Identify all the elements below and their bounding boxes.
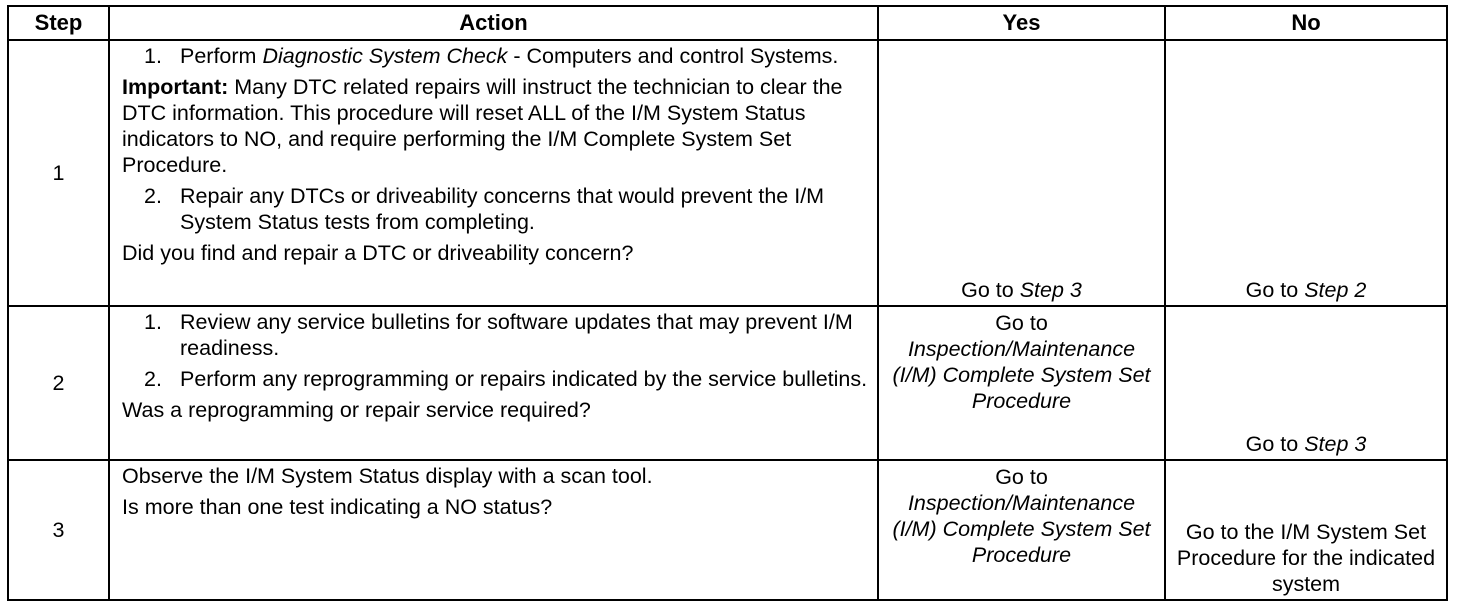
list-item xyxy=(122,309,869,361)
diagnostic-table xyxy=(7,5,1448,601)
no-step-link[interactable]: Step 3 xyxy=(1304,432,1367,456)
table-row xyxy=(8,460,1447,600)
item-number: 1. xyxy=(144,44,162,68)
header-action: Action xyxy=(109,6,878,40)
step-question: Is more than one test indicating a NO status? xyxy=(122,495,553,519)
list-item xyxy=(122,43,869,69)
step-instruction: Observe the I/M System Status display with a scan tool. xyxy=(122,464,653,488)
step-number: 3 xyxy=(8,460,109,600)
action-cell xyxy=(109,40,878,306)
no-text: Go to the I/M System Set Procedure for the indicated system xyxy=(1176,520,1436,596)
action-cell xyxy=(109,306,878,460)
item-text-pre: Perform xyxy=(180,44,263,68)
no-cell xyxy=(1165,306,1447,460)
yes-cell xyxy=(878,460,1165,600)
header-step: Step xyxy=(8,6,109,40)
im-procedure-link[interactable]: Inspection/Maintenance (I/M) Complete System Set Procedure xyxy=(892,491,1151,567)
header-row xyxy=(8,6,1447,40)
table-row xyxy=(8,40,1447,306)
no-cell xyxy=(1165,40,1447,306)
item-text: Repair any DTCs or driveability concerns that would prevent the I/M System Status tests from completing. xyxy=(180,184,825,234)
procedure-link[interactable]: Diagnostic System Check xyxy=(262,44,508,68)
step-number: 1 xyxy=(8,40,109,306)
item-text: Review any service bulletins for software updates that may prevent I/M readiness. xyxy=(180,310,853,360)
step-number: 2 xyxy=(8,306,109,460)
item-text xyxy=(180,43,838,69)
yes-cell xyxy=(878,306,1165,460)
yes-step-link[interactable]: Step 3 xyxy=(1019,278,1082,302)
item-text: Perform any reprogramming or repairs indicated by the service bulletins. xyxy=(180,367,868,391)
action-cell xyxy=(109,460,878,600)
item-number: 1. xyxy=(144,310,162,334)
no-cell xyxy=(1165,460,1447,600)
no-text: Go to xyxy=(1245,432,1305,456)
step-question: Did you find and repair a DTC or driveability concern? xyxy=(122,241,634,265)
yes-text: Go to xyxy=(995,465,1048,489)
no-text: Go to xyxy=(1245,278,1305,302)
list-item xyxy=(122,183,869,235)
list-item xyxy=(122,366,869,392)
important-label: Important: xyxy=(122,75,229,99)
no-step-link[interactable]: Step 2 xyxy=(1304,278,1367,302)
header-no: No xyxy=(1165,6,1447,40)
yes-cell xyxy=(878,40,1165,306)
table-row xyxy=(8,306,1447,460)
item-number: 2. xyxy=(144,184,162,208)
item-text-post: - Computers and control Systems. xyxy=(507,44,839,68)
important-text: Many DTC related repairs will instruct the technician to clear the DTC information. This procedure will reset ALL of the I/M System Status indicators to NO, and require performing the I/M Complete System Set Procedure. xyxy=(122,75,843,177)
yes-text: Go to xyxy=(961,278,1020,302)
header-yes: Yes xyxy=(878,6,1165,40)
step-question: Was a reprogramming or repair service required? xyxy=(122,398,591,422)
important-note xyxy=(122,74,869,178)
yes-text: Go to xyxy=(995,311,1048,335)
item-number: 2. xyxy=(144,367,162,391)
im-procedure-link[interactable]: Inspection/Maintenance (I/M) Complete System Set Procedure xyxy=(892,337,1151,413)
